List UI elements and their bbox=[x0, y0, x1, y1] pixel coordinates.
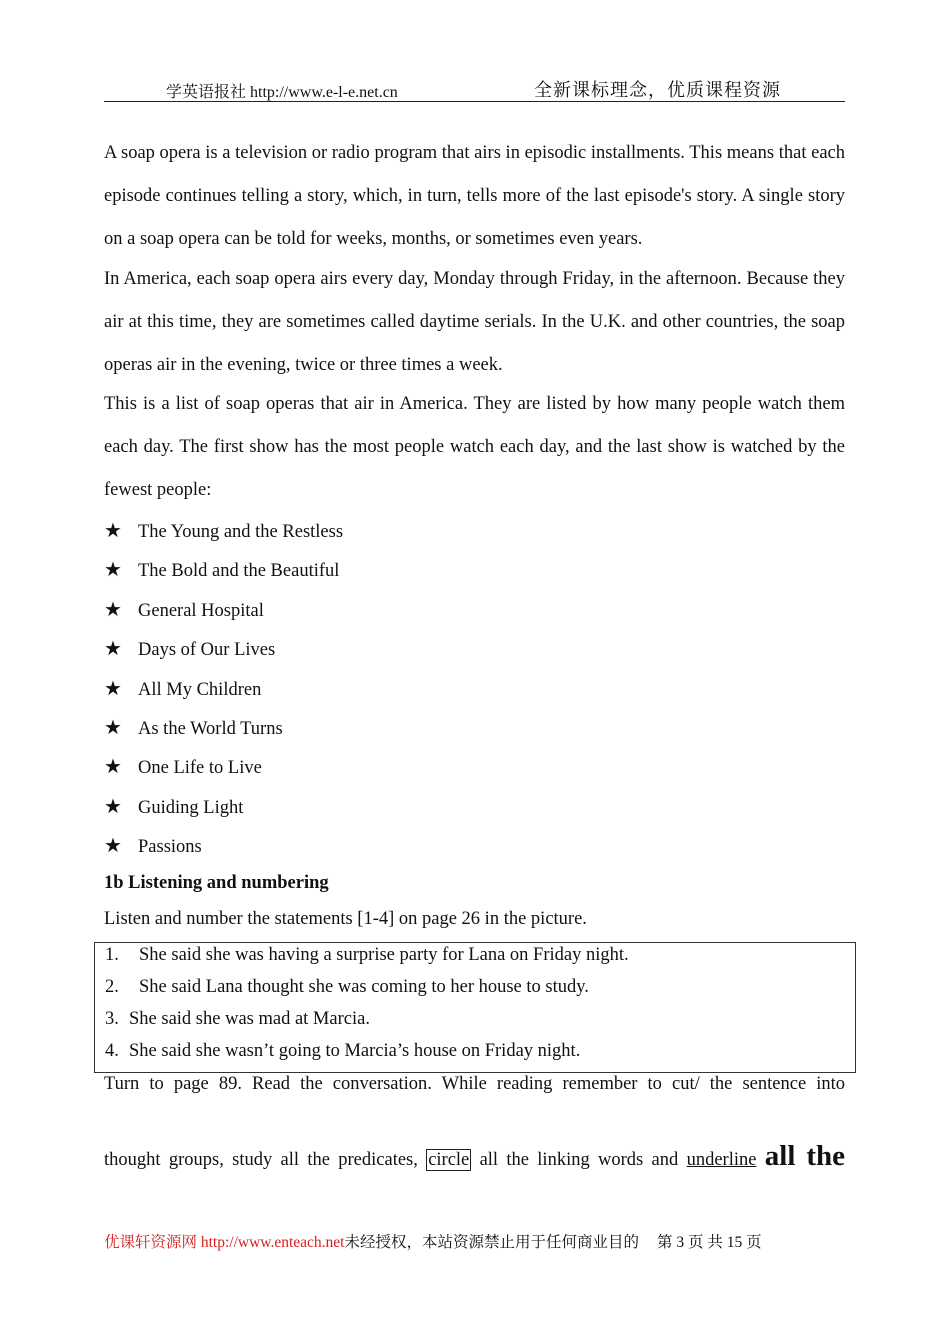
list-item bbox=[104, 708, 343, 747]
list-item bbox=[104, 747, 343, 786]
paragraph-list-intro: This is a list of soap operas that air in America. They are listed by how many people watch them each day. The first show has the most people watch each day, and the last show is watched by the fewest people: bbox=[104, 394, 845, 500]
list-item bbox=[104, 590, 343, 629]
statement-number: 3. bbox=[105, 1009, 119, 1029]
star-icon: ★ bbox=[104, 793, 122, 818]
statement-number: 2. bbox=[105, 977, 119, 997]
reading-instruction-line: Turn to page 89. Read the conversation. While reading remember to cut/ the sentence into bbox=[104, 1074, 845, 1094]
list-item-label: The Young and the Restless bbox=[138, 522, 344, 542]
list-item-label: The Bold and the Beautiful bbox=[138, 561, 340, 582]
statement-row bbox=[105, 975, 589, 999]
star-icon: ★ bbox=[104, 596, 122, 621]
page-footer bbox=[104, 1230, 762, 1252]
section-instruction: Listen and number the statements [1-4] on page 26 in the picture. bbox=[104, 909, 587, 929]
header-publisher: 学英语报社 http://www.e-l-e.net.cn bbox=[166, 84, 398, 101]
list-item-label: General Hospital bbox=[138, 600, 264, 621]
section-heading: 1b Listening and numbering bbox=[104, 873, 329, 893]
star-icon: ★ bbox=[104, 833, 122, 858]
list-item-label: Days of Our Lives bbox=[138, 640, 276, 661]
underlined-word: underline bbox=[686, 1150, 757, 1170]
header-slogan: 全新课标理念，优质课程资源 bbox=[534, 80, 781, 100]
star-icon: ★ bbox=[104, 518, 122, 542]
list-item-label: All My Children bbox=[138, 679, 262, 700]
reading-text: all the linking words and bbox=[479, 1150, 679, 1170]
statement-row bbox=[105, 1007, 370, 1031]
reading-instruction-line-2 bbox=[104, 1140, 845, 1173]
star-icon: ★ bbox=[104, 675, 122, 700]
page-header bbox=[104, 74, 845, 102]
statement-number: 1. bbox=[105, 945, 119, 965]
paragraph-intro: A soap opera is a television or radio program that airs in episodic installments. This means that each episode continues telling a story, which, in turn, tells more of the last episode's story. A single story on a soap opera can be told for weeks, months, or sometimes even years. bbox=[104, 143, 845, 249]
list-item-label: Passions bbox=[138, 837, 202, 858]
star-icon: ★ bbox=[104, 557, 122, 582]
circled-word: circle bbox=[428, 1150, 470, 1170]
list-item-label: As the World Turns bbox=[138, 718, 283, 739]
footer-notice: 未经授权，本站资源禁止用于任何商业目的 bbox=[344, 1234, 640, 1251]
statement-row bbox=[105, 1039, 580, 1063]
statement-text: She said she was mad at Marcia. bbox=[129, 1009, 370, 1029]
star-icon: ★ bbox=[104, 714, 122, 739]
list-item-label: Guiding Light bbox=[138, 797, 244, 818]
star-icon: ★ bbox=[104, 754, 122, 779]
statements-box bbox=[94, 942, 856, 1073]
star-icon: ★ bbox=[104, 636, 122, 661]
statement-text: She said she was having a surprise party for Lana on Friday night. bbox=[139, 945, 629, 965]
paragraph-airing: In America, each soap opera airs every day, Monday through Friday, in the afternoon. Because they air at this time, they are sometimes called daytime serials. In the U.K. and other countries, the soap operas air in the evening, twice or three times a week. bbox=[104, 269, 845, 375]
footer-site-link[interactable]: 优课轩资源网 http://www.enteach.net bbox=[104, 1234, 345, 1251]
list-item bbox=[104, 787, 343, 826]
reading-text: thought groups, study all the predicates, bbox=[104, 1150, 418, 1170]
statement-number: 4. bbox=[105, 1041, 119, 1061]
list-item bbox=[104, 669, 343, 708]
soap-opera-list bbox=[104, 511, 343, 866]
statement-text: She said she wasn’t going to Marcia’s house on Friday night. bbox=[129, 1041, 581, 1061]
list-item bbox=[104, 550, 343, 589]
list-item bbox=[104, 511, 343, 550]
emphasis-text: all the bbox=[764, 1140, 845, 1172]
list-item bbox=[104, 826, 343, 865]
statement-row bbox=[105, 943, 629, 967]
list-item bbox=[104, 629, 343, 668]
statement-text: She said Lana thought she was coming to her house to study. bbox=[139, 977, 589, 997]
list-item-label: One Life to Live bbox=[138, 758, 262, 779]
page-number: 第 3 页 共 15 页 bbox=[657, 1234, 762, 1251]
